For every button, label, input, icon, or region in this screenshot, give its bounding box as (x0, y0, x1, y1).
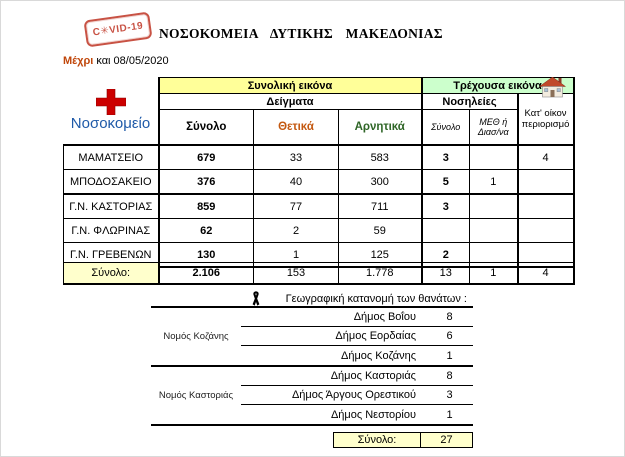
hospital-label: Νοσοκομείο (70, 115, 151, 133)
hosp-total-cell (422, 219, 470, 243)
current-picture-header: Τρέχουσα εικόνα (422, 78, 574, 94)
deaths-total-value: 27 (440, 434, 453, 446)
samples-total-cell: 859 (159, 194, 254, 219)
positive-cell: 40 (254, 170, 339, 195)
municipality-count: 6 (426, 327, 473, 346)
deaths-total-box (333, 432, 473, 448)
deaths-total-label: Σύνολο: (334, 433, 421, 447)
prefecture-label: Νομός Κοζάνης (163, 331, 229, 342)
hospitals-table (63, 77, 575, 268)
samples-total-header: Σύνολο (159, 110, 254, 146)
municipality-name: Δήμος Καστοριάς (241, 367, 426, 386)
home-cell (518, 170, 574, 195)
house-icon (539, 77, 566, 98)
deaths-group-kozani (151, 308, 473, 367)
municipality-count: 1 (446, 408, 453, 421)
negative-header: Αρνητικά (339, 110, 422, 146)
municipality-count: 1 (446, 349, 453, 362)
negative-cell: 300 (339, 170, 422, 195)
hosp-total-cell: 3 (422, 194, 470, 219)
totals-hosp-cell: 13 (422, 263, 470, 285)
positive-cell: 77 (254, 194, 339, 219)
home-cell: 4 (518, 145, 574, 170)
home-cell (518, 194, 574, 219)
hospitalizations-header: Νοσηλείες (422, 94, 518, 110)
date-prefix: Μέχρι (63, 55, 94, 67)
positive-header: Θετικά (254, 110, 339, 146)
samples-total-cell: 679 (159, 145, 254, 170)
totals-home-cell: 4 (518, 263, 574, 285)
municipality-name: Δήμος Κοζάνης (341, 349, 416, 362)
samples-total-cell: 62 (159, 219, 254, 243)
table-row (64, 170, 574, 195)
municipality-name: Δήμος Βοΐου (241, 308, 426, 327)
negative-cell: 125 (339, 243, 422, 268)
date-line (63, 55, 169, 67)
hosp-total-header: Σύνολο (422, 110, 470, 146)
municipality-count: 8 (426, 308, 473, 327)
samples-header: Δείγματα (159, 94, 422, 110)
hospital-column-header (64, 78, 159, 146)
icu-cell: 1 (470, 170, 518, 195)
municipality-count: 8 (426, 367, 473, 386)
negative-cell: 711 (339, 194, 422, 219)
page-title: ΝΟΣΟΚΟΜΕΙΑ ΔΥΤΙΚΗΣ ΜΑΚΕΔΟΝΙΑΣ (159, 26, 443, 41)
icu-header: ΜΕΘ ή Διασ/να (470, 110, 518, 146)
icu-cell (470, 194, 518, 219)
hospital-name-cell: Γ.Ν. ΦΛΩΡΙΝΑΣ (64, 219, 159, 243)
table-row (64, 194, 574, 219)
totals-label-cell: Σύνολο: (64, 263, 159, 285)
covid-stamp (83, 12, 152, 48)
deaths-title: Γεωγραφική κατανομή των θανάτων : (285, 292, 467, 305)
hospital-name-cell: ΜΠΟΔΟΣΑΚΕΙΟ (64, 170, 159, 195)
icu-cell (470, 145, 518, 170)
totals-negative-cell: 1.778 (339, 263, 422, 285)
icu-cell (470, 219, 518, 243)
mourning-ribbon-icon (251, 291, 261, 306)
hosp-total-cell: 2 (422, 243, 470, 268)
deaths-header (151, 291, 473, 308)
positive-cell: 2 (254, 219, 339, 243)
table-row (64, 219, 574, 243)
hosp-total-cell: 3 (422, 145, 470, 170)
totals-samples-cell: 2.106 (159, 263, 254, 285)
total-picture-header: Συνολική εικόνα (159, 78, 422, 94)
totals-positive-cell: 153 (254, 263, 339, 285)
negative-cell: 59 (339, 219, 422, 243)
samples-total-cell: 130 (159, 243, 254, 268)
deaths-section (151, 291, 473, 448)
municipality-name: Δήμος Εορδαίας (241, 327, 426, 346)
table-row (64, 145, 574, 170)
negative-cell: 583 (339, 145, 422, 170)
municipality-name: Δήμος Άργους Ορεστικού (241, 386, 426, 405)
positive-cell: 1 (254, 243, 339, 268)
hospital-name-cell: Γ.Ν. ΚΑΣΤΟΡΙΑΣ (64, 194, 159, 219)
deaths-group-kastoria (151, 367, 473, 426)
municipality-count: 3 (426, 386, 473, 405)
hospital-name-cell: ΜΑΜΑΤΣΕΙΟ (64, 145, 159, 170)
prefecture-label: Νομός Καστοριάς (158, 390, 234, 401)
home-cell (518, 219, 574, 243)
red-cross-icon (64, 89, 158, 115)
totals-row (63, 262, 575, 285)
totals-icu-cell: 1 (470, 263, 518, 285)
hosp-total-cell: 5 (422, 170, 470, 195)
covid-stamp-text: C✳VID-19 (92, 20, 144, 39)
home-confinement-header: Κατ' οίκον περιορισμό (518, 94, 574, 146)
date-value: και 08/05/2020 (96, 55, 169, 67)
hospital-name-cell: Γ.Ν. ΓΡΕΒΕΝΩΝ (64, 243, 159, 268)
samples-total-cell: 376 (159, 170, 254, 195)
municipality-name: Δήμος Νεστορίου (330, 408, 416, 421)
positive-cell: 33 (254, 145, 339, 170)
